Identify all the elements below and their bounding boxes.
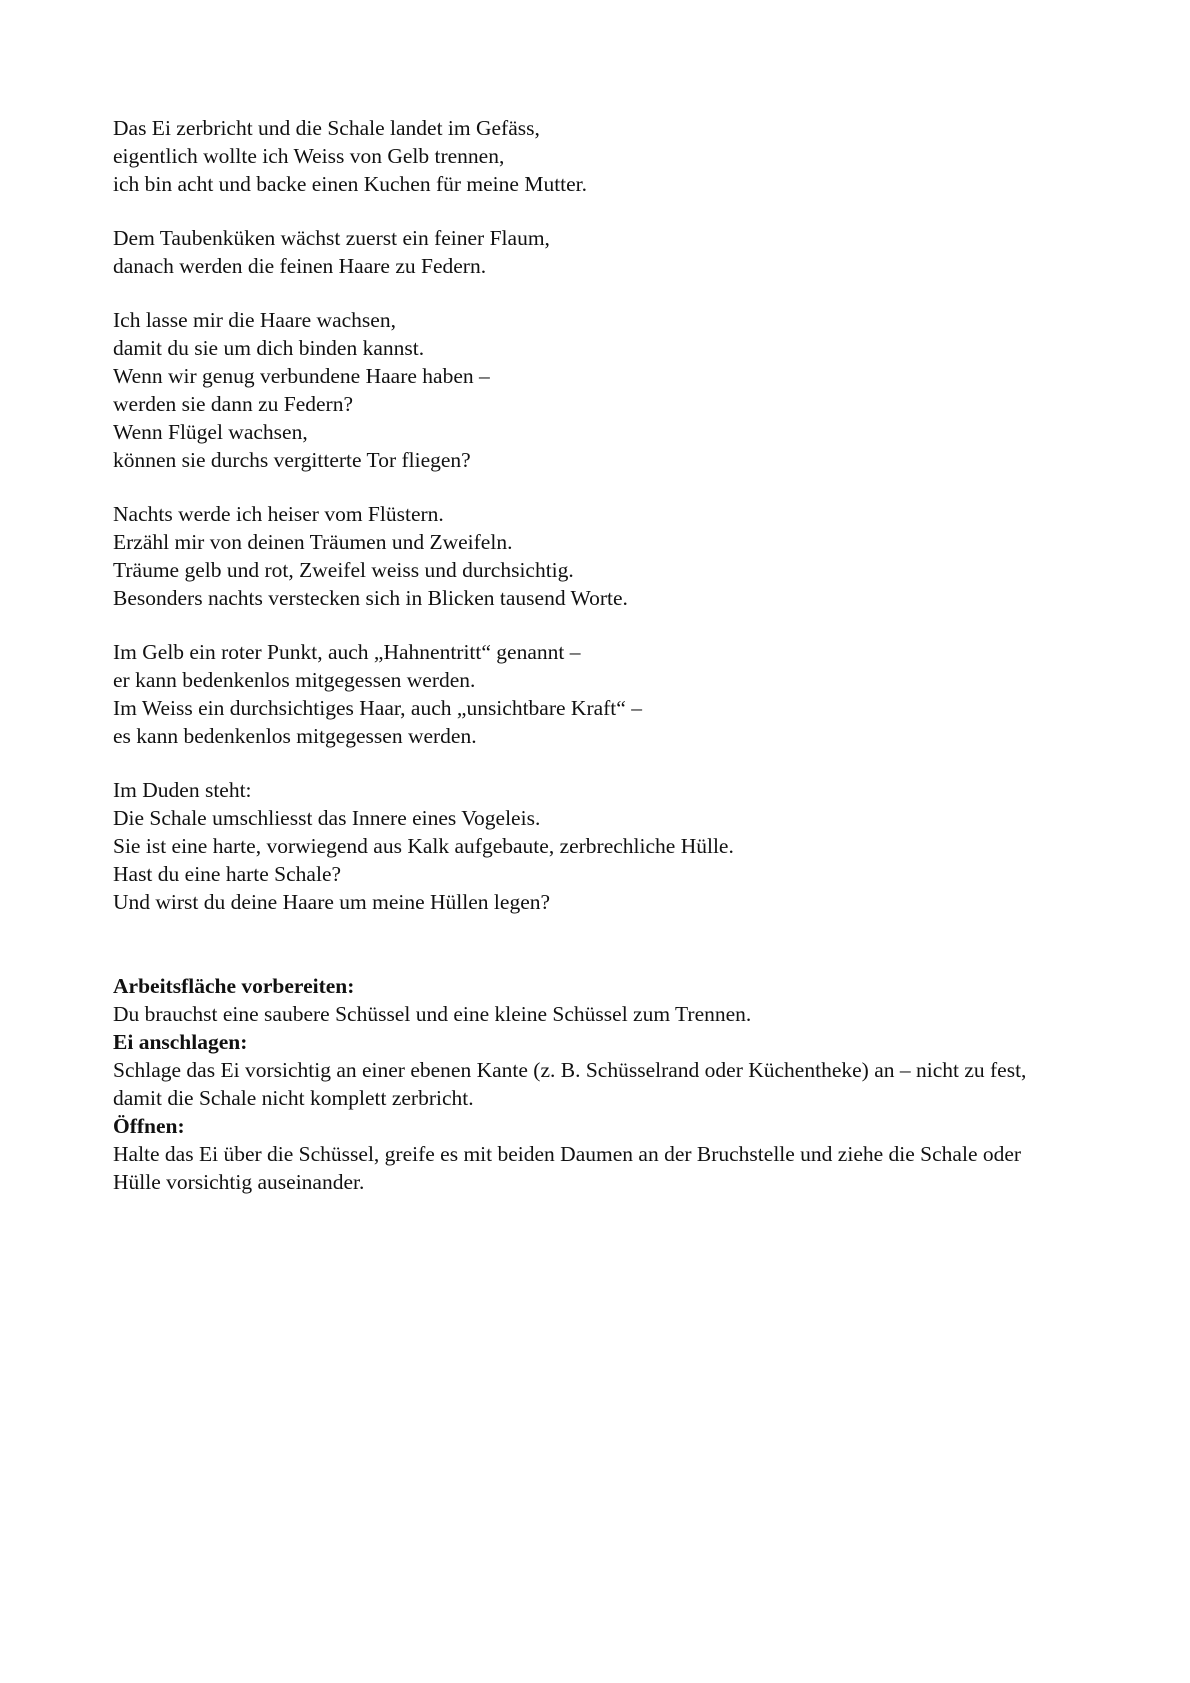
poem-line: Wenn wir genug verbundene Haare haben –: [113, 364, 490, 388]
step-text: Halte das Ei über die Schüssel, greife es mit beiden Daumen an der Bruchstelle und ziehe die Schale oder Hülle vorsichtig auseinander.: [113, 1142, 1022, 1194]
poem-line: Dem Taubenküken wächst zuerst ein feiner Flaum,: [113, 226, 550, 250]
poem-stanza-2: [113, 224, 1073, 280]
poem-line: können sie durchs vergitterte Tor fliegen?: [113, 448, 471, 472]
poem-line: Erzähl mir von deinen Träumen und Zweifeln.: [113, 530, 513, 554]
poem-line: damit du sie um dich binden kannst.: [113, 336, 425, 360]
poem-line: ich bin acht und backe einen Kuchen für meine Mutter.: [113, 172, 588, 196]
poem-line: Besonders nachts verstecken sich in Blicken tausend Worte.: [113, 586, 628, 610]
poem-line: Nachts werde ich heiser vom Flüstern.: [113, 502, 444, 526]
instruction-step-crack: [113, 1028, 1073, 1112]
poem-stanza-4: [113, 500, 1073, 612]
poem-line: Sie ist eine harte, vorwiegend aus Kalk aufgebaute, zerbrechliche Hülle.: [113, 834, 734, 858]
poem-line: Ich lasse mir die Haare wachsen,: [113, 308, 396, 332]
instruction-step-prepare: [113, 972, 1073, 1028]
document-body: [113, 114, 1073, 1196]
poem-stanza-5: [113, 638, 1073, 750]
poem-stanza-3: [113, 306, 1073, 474]
poem-line: Hast du eine harte Schale?: [113, 862, 342, 886]
step-text: Du brauchst eine saubere Schüssel und eine kleine Schüssel zum Trennen.: [113, 1002, 752, 1026]
instructions-section: [113, 972, 1073, 1196]
poem-line: eigentlich wollte ich Weiss von Gelb trennen,: [113, 144, 505, 168]
step-heading: Arbeitsfläche vorbereiten:: [113, 974, 355, 998]
poem-line: Das Ei zerbricht und die Schale landet im Gefäss,: [113, 116, 540, 140]
step-heading: Ei anschlagen:: [113, 1030, 248, 1054]
poem-line: Und wirst du deine Haare um meine Hüllen legen?: [113, 890, 551, 914]
poem-stanza-1: [113, 114, 1073, 198]
poem-line: er kann bedenkenlos mitgegessen werden.: [113, 668, 476, 692]
step-heading: Öffnen:: [113, 1114, 185, 1138]
poem-line: es kann bedenkenlos mitgegessen werden.: [113, 724, 477, 748]
poem-line: danach werden die feinen Haare zu Federn.: [113, 254, 487, 278]
poem-line: Die Schale umschliesst das Innere eines Vogeleis.: [113, 806, 541, 830]
poem-line: werden sie dann zu Federn?: [113, 392, 353, 416]
step-text: Schlage das Ei vorsichtig an einer ebenen Kante (z. B. Schüsselrand oder Küchentheke) an – nicht zu fest, damit die Schale nicht komplett zerbricht.: [113, 1058, 1027, 1110]
instruction-step-open: [113, 1112, 1073, 1196]
poem-line: Wenn Flügel wachsen,: [113, 420, 308, 444]
poem-line: Im Duden steht:: [113, 778, 252, 802]
poem-line: Träume gelb und rot, Zweifel weiss und durchsichtig.: [113, 558, 574, 582]
poem-line: Im Gelb ein roter Punkt, auch „Hahnentritt“ genannt –: [113, 640, 581, 664]
poem-stanza-6: [113, 776, 1073, 916]
poem-line: Im Weiss ein durchsichtiges Haar, auch „unsichtbare Kraft“ –: [113, 696, 642, 720]
